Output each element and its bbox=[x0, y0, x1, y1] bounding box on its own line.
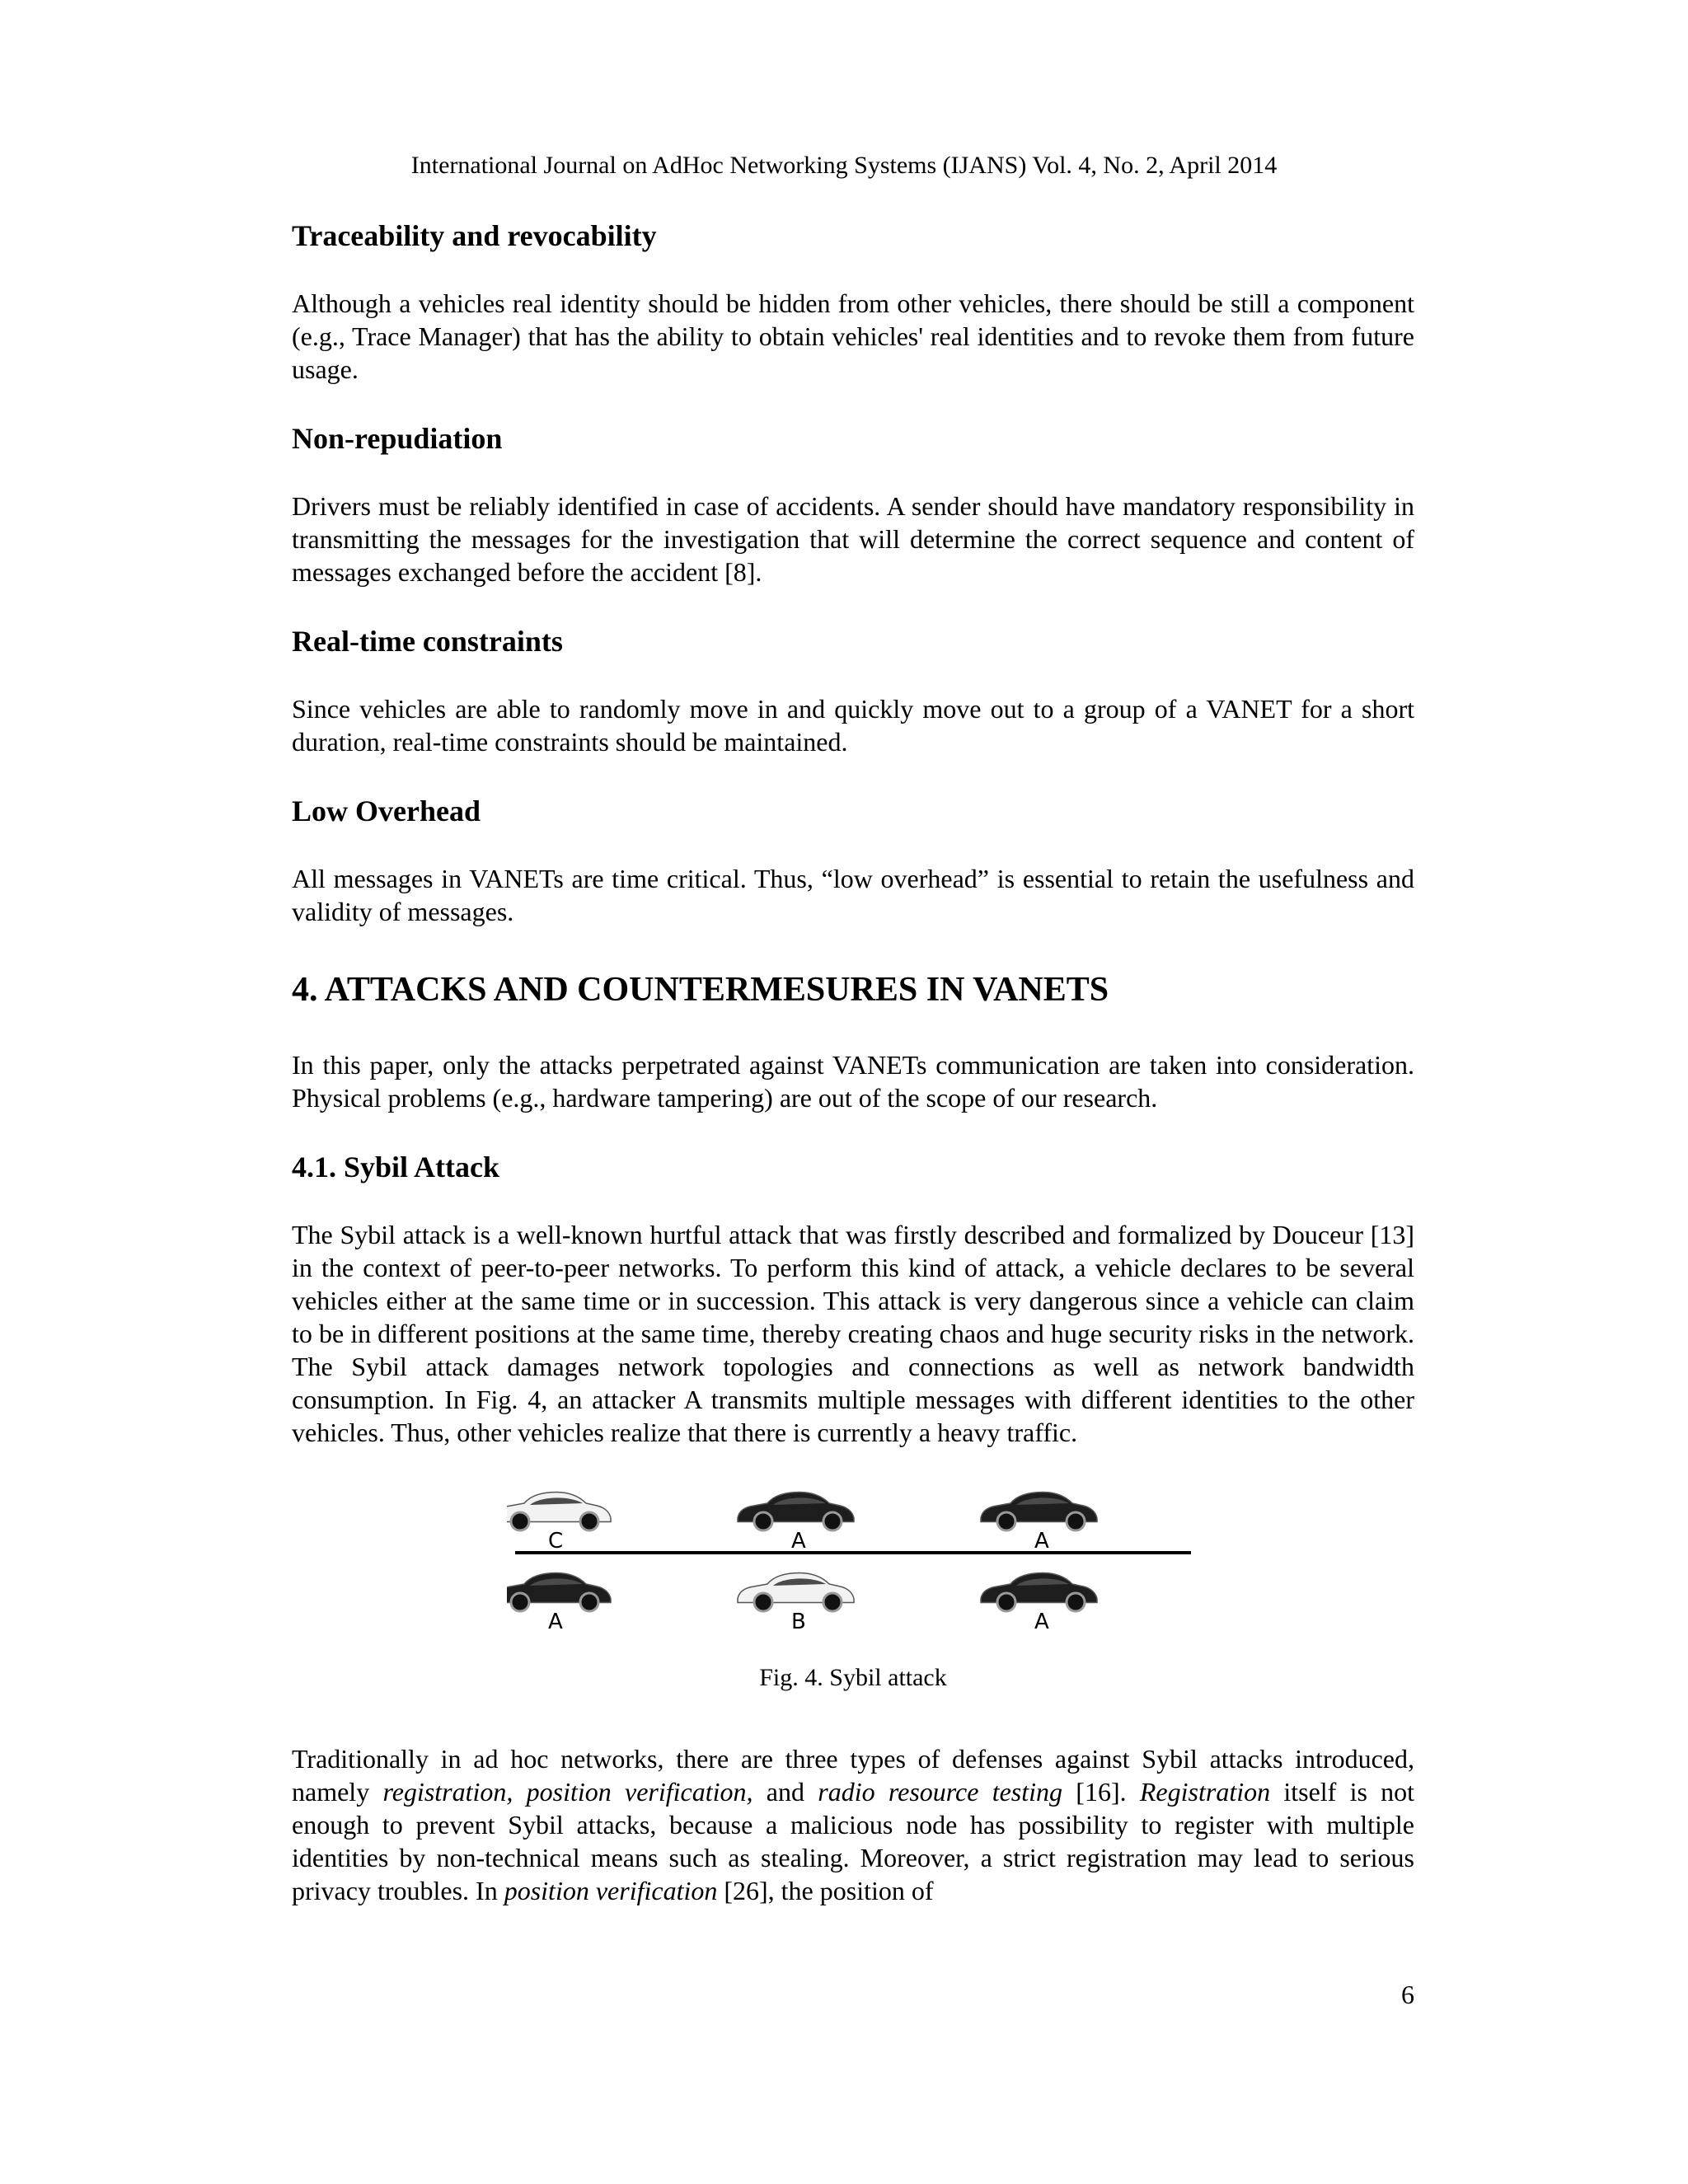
page-number: 6 bbox=[1401, 1980, 1414, 2009]
paragraph-non-repudiation: Drivers must be reliably identified in case of accidents. A sender should have mandatory responsibility in transmitting the messages for the investigation that will determine the correct sequence and content of messages exchanged before the accident [8]. bbox=[292, 491, 1414, 587]
paragraph-real-time: Since vehicles are able to randomly move in and quickly move out to a group of a VANET for a short duration, real-time constraints should be maintained. bbox=[292, 694, 1414, 757]
car-label-top-1: A bbox=[791, 1529, 806, 1554]
paragraph-low-overhead: All messages in VANETs are time critical. Thus, “low overhead” is essential to retain the usefulness and validity of messages. bbox=[292, 864, 1414, 926]
defenses-text-5: [26], the position of bbox=[717, 1876, 934, 1905]
running-header: International Journal on AdHoc Networking Systems (IJANS) Vol. 4, No. 2, April 2014 bbox=[410, 152, 1278, 179]
heading-sybil: 4.1. Sybil Attack bbox=[292, 1151, 500, 1183]
defenses-italic-1: registration, position verification, bbox=[382, 1777, 753, 1807]
car-label-bottom-1: B bbox=[791, 1610, 806, 1634]
sybil-attack-figure bbox=[507, 1482, 1199, 1647]
defenses-text-2: and bbox=[753, 1777, 818, 1807]
car-label-top-2: A bbox=[1034, 1529, 1049, 1554]
defenses-text-1: Traditionally in ad hoc networks, there are three types of defenses against Sybil attacks introduced, namely bbox=[292, 1744, 1414, 1807]
heading-low-overhead: Low Overhead bbox=[292, 794, 481, 827]
defenses-text-4: itself is not enough to prevent Sybil attacks, because a malicious node has possibility to register with multiple identities by non-technical means such as stealing. Moreover, a strict registration may lead to serious privacy troubles. In bbox=[292, 1777, 1415, 1905]
defenses-italic-4: position verification bbox=[504, 1876, 718, 1905]
car-top-0 bbox=[507, 1493, 611, 1531]
paragraph-defenses bbox=[292, 1742, 1414, 1907]
defenses-italic-2: radio resource testing bbox=[818, 1777, 1063, 1807]
car-label-bottom-2: A bbox=[1034, 1610, 1049, 1634]
car-bottom-0 bbox=[507, 1573, 611, 1612]
figure-caption: Fig. 4. Sybil attack bbox=[759, 1664, 947, 1691]
car-label-bottom-0: A bbox=[548, 1610, 563, 1634]
heading-real-time: Real-time constraints bbox=[292, 625, 563, 658]
car-bottom-2 bbox=[981, 1573, 1097, 1612]
defenses-text-3: [16]. bbox=[1062, 1777, 1140, 1807]
car-top-1 bbox=[738, 1493, 854, 1531]
page-content bbox=[292, 216, 1414, 1940]
paragraph-sybil: The Sybil attack is a well-known hurtful attack that was firstly described and formalized by Douceur [13] in the context of peer-to-peer networks. To perform this kind of attack, a vehicle declares to be several vehicles either at the same time or in succession. This attack is very dangerous since a vehicle can claim to be in different positions at the same time, thereby creating chaos and huge security risks in the network. The Sybil attack damages network topologies and connections as well as network bandwidth consumption. In Fig. 4, an attacker A transmits multiple messages with different identities to the other vehicles. Thus, other vehicles realize that there is currently a heavy traffic. bbox=[292, 1220, 1414, 1447]
paragraph-traceability: Although a vehicles real identity should be hidden from other vehicles, there should be still a component (e.g., Trace Manager) that has the ability to obtain vehicles' real identities and to revoke them from future usage. bbox=[292, 288, 1414, 384]
heading-non-repudiation: Non-repudiation bbox=[292, 422, 503, 455]
heading-traceability: Traceability and revocability bbox=[292, 219, 657, 252]
car-label-top-0: C bbox=[548, 1529, 564, 1554]
paragraph-attacks: In this paper, only the attacks perpetrated against VANETs communication are taken into consideration. Physical problems (e.g., hardware tampering) are out of the scope of our research. bbox=[292, 1050, 1414, 1113]
figure-container bbox=[292, 1482, 1414, 1694]
defenses-italic-3: Registration bbox=[1139, 1777, 1271, 1807]
heading-attacks: 4. ATTACKS AND COUNTERMESURES IN VANETS bbox=[292, 971, 1109, 1009]
car-bottom-1 bbox=[738, 1573, 854, 1612]
car-top-2 bbox=[981, 1493, 1097, 1531]
